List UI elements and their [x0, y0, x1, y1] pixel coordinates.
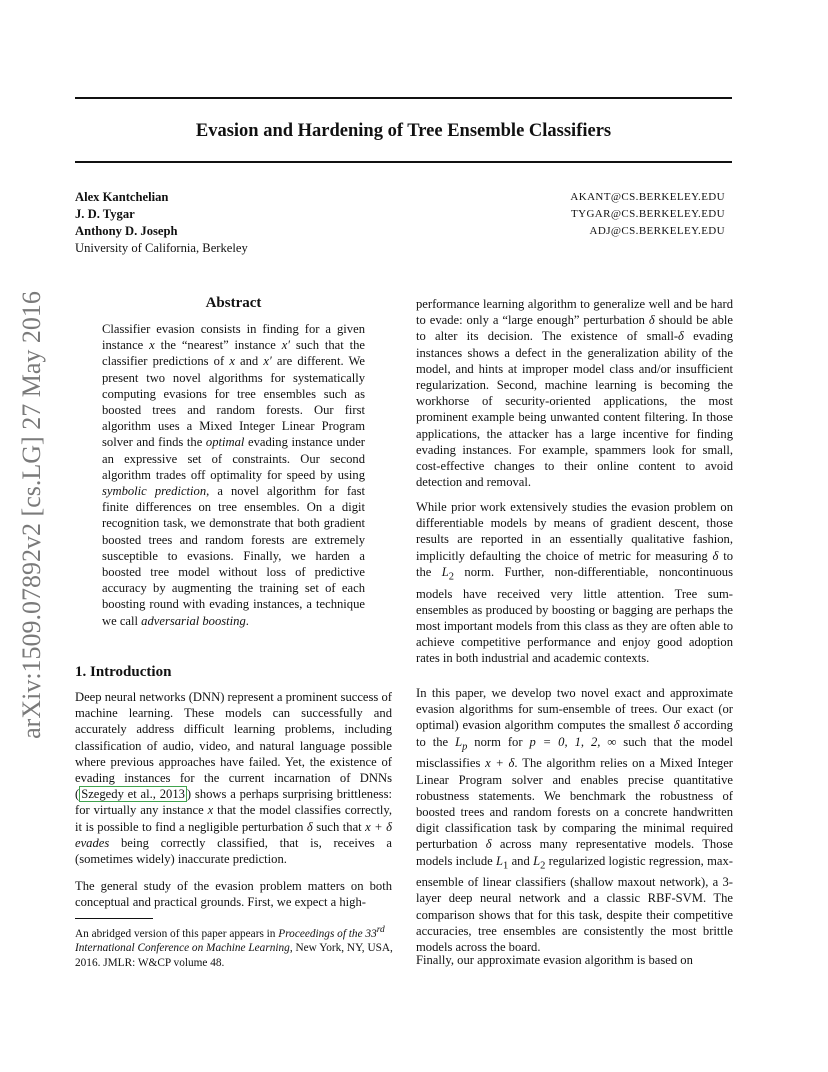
author-name: J. D. Tygar: [75, 207, 135, 221]
author-name: Alex Kantchelian: [75, 190, 169, 204]
body-paragraph: While prior work extensively studies the evasion problem on differentiable models by means of gradient descent, those results are reported in an essentially qualitative fashion, implicitly defaulting the choice of metric for measuring δ to the $L_2$ norm. Further, non-differentiable, noncontinuous models have received very little attention. Tree sum-ensembles as produced by boosting or bagging are perhaps the most important models from this class as they are often able to achieve competitive performance and enjoy good adoption rates in both industrial and academic contexts.: [416, 500, 733, 666]
author-name: Anthony D. Joseph: [75, 224, 178, 238]
intro-paragraph: Deep neural networks (DNN) represent a prominent success of machine learning. These models can successfully and accurately address difficult learning problems, including classification of audio, video, and natural language possible where previous approaches have failed. Yet, the existence of evading instances for the current incarnation of DNNs ( Szegedy et al., 2013 ) shows a perhaps surprising brittleness: for virtually any instance x that the model classifies correctly, it is possible to find a negligible perturbation δ such that x + δ evades being correctly classified, that is, receives a (sometimes widely) inaccurate prediction.: [75, 690, 392, 867]
paper-title: Evasion and Hardening of Tree Ensemble Classifiers: [195, 121, 612, 141]
section-heading-introduction: 1. Introduction: [75, 664, 172, 680]
abstract-heading: Abstract: [205, 295, 262, 311]
body-paragraph: Finally, our approximate evasion algorithm is based on: [416, 953, 693, 967]
body-paragraph: performance learning algorithm to generalize well and be hard to evade: only a “large enough” perturbation δ should be able to alter its decision. The existence of small-δ evading instances shows a defect in the generalization ability of the model, and hints at improper model class and/or insufficient regularization. Second, machine learning is becoming the workhorse of security-oriented applications, the most prominent example being unwanted content filtering. In those applications, the attacker has a large incentive for finding evading instances. For example, spammers look for small, cost-effective changes to their online content to avoid detection and removal.: [416, 297, 733, 490]
email-block: [570, 189, 725, 240]
body-paragraph: In this paper, we develop two novel exact and approximate evasion algorithms for sum-ensemble of trees. Our exact (or optimal) evasion algorithm computes the smallest δ according to the $L_p$ norm for p = 0, 1, 2, ∞ such that the model misclassifies x + δ. The algorithm relies on a Mixed Integer Linear Program solver and enables precise quantitative robustness statements. We benchmark the robustness of boosted trees and random forests on a concrete handwritten digit classification task by comparing the minimal required perturbation δ across many representative models. Those models include $L_1$ and $L_2$ regularized logistic regression, max-ensemble of linear classifiers (shallow maxout network), a 3-layer deep neural network and a classic RBF-SVM. The comparison shows that for this task, despite their competitive accuracies, tree ensembles are consistently the most brittle models across the board.: [416, 686, 733, 955]
author-email[interactable]: AKANT@CS.BERKELEY.EDU: [570, 191, 725, 203]
intro-paragraph: The general study of the evasion problem matters on both conceptual and practical grounds. First, we expect a high-: [75, 879, 392, 910]
affiliation: University of California, Berkeley: [75, 241, 248, 255]
title-top-rule: [75, 97, 732, 99]
citation-link[interactable]: Szegedy et al., 2013: [81, 787, 185, 802]
footnote: An abridged version of this paper appears in Proceedings of the 33rd International Conference on Machine Learning, New York, NY, USA, 2016. JMLR: W&CP volume 48.: [75, 925, 393, 969]
abstract-text: Classifier evasion consists in finding for a given instance x the “nearest” instance x′ such that the classifier predictions of x and x′ are different. We present two novel algorithms for systematically computing evasions for tree ensembles such as boosted trees and random forests. Our first algorithm uses a Mixed Integer Linear Program solver and finds the optimal evading instance under an expressive set of constraints. Our second algorithm trades off optimality for speed by using symbolic prediction, a novel algorithm for fast finite differences on tree ensembles. On a digit recognition task, we demonstrate that both gradient boosted trees and random forests are extremely susceptible to evasions. Finally, we harden a boosted tree model without loss of predictive accuracy by augmenting the training set of each boosting round with evading instances, a technique we call adversarial boosting.: [102, 322, 366, 628]
arxiv-identifier: arXiv:1509.07892v2 [cs.LG] 27 May 2016: [17, 291, 46, 739]
title-bottom-rule: [75, 161, 732, 163]
footnote-rule: [75, 918, 153, 919]
arxiv-sidebar: [12, 270, 52, 760]
author-block: [75, 189, 435, 257]
author-email[interactable]: ADJ@CS.BERKELEY.EDU: [589, 225, 725, 237]
author-email[interactable]: TYGAR@CS.BERKELEY.EDU: [571, 208, 725, 220]
